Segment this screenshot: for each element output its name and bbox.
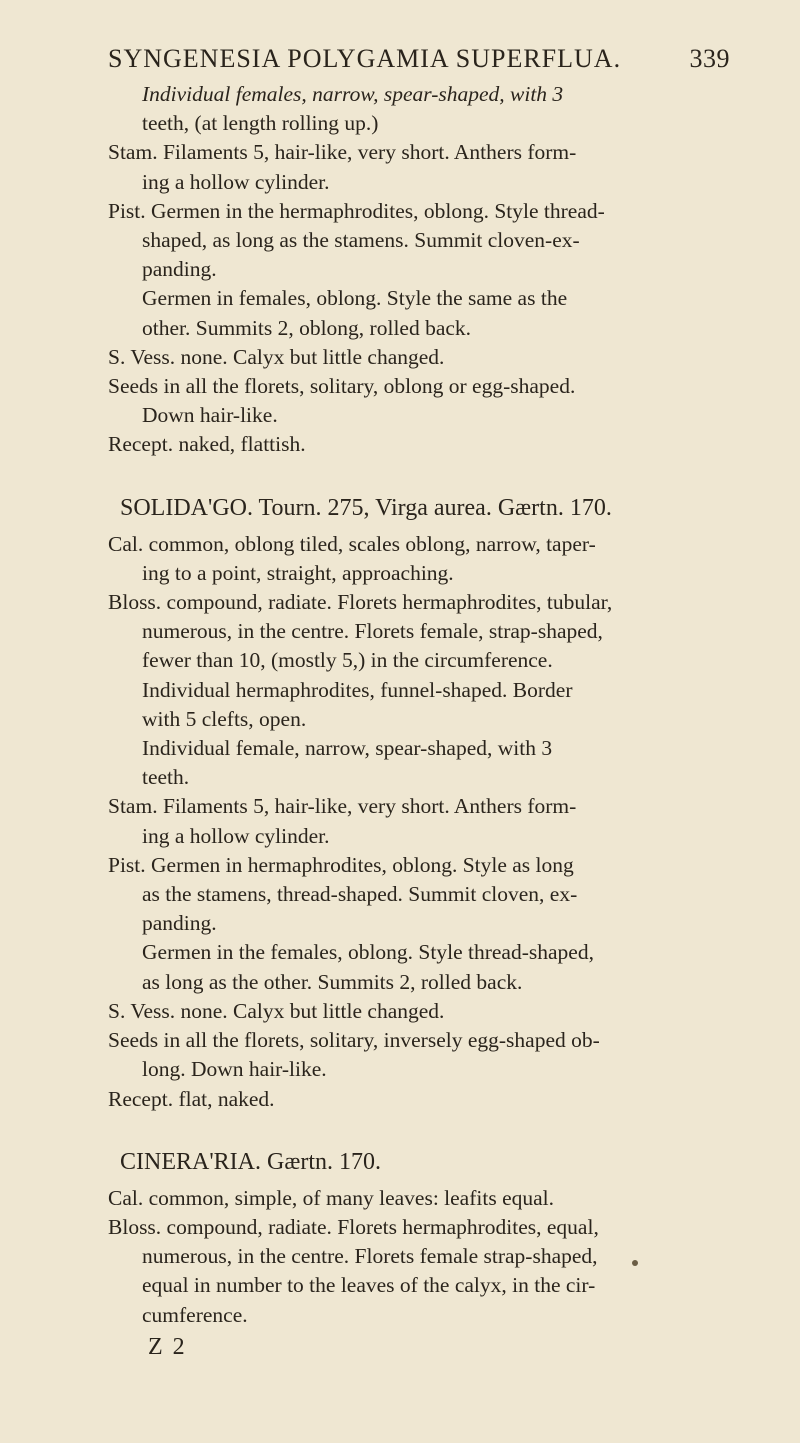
text-line: ing a hollow cylinder. xyxy=(142,169,330,194)
genus-heading-solidago: SOLIDA'GO. Tourn. 275, Virga aurea. Gærtn. 170. xyxy=(120,494,612,521)
text-line: Down hair-like. xyxy=(142,403,278,428)
text-line: Germen in the females, oblong. Style thread-shaped, xyxy=(142,940,594,965)
genus-heading-cineraria: CINERA'RIA. Gærtn. 170. xyxy=(120,1148,381,1175)
text-line: cumference. xyxy=(142,1302,248,1327)
text-line: panding. xyxy=(142,257,217,282)
page-number: 339 xyxy=(689,44,730,73)
text-line: Cal. common, simple, of many leaves: leafits equal. xyxy=(108,1185,555,1210)
text-line: Germen in females, oblong. Style the same as the xyxy=(142,286,568,311)
running-title: SYNGENESIA POLYGAMIA SUPERFLUA. xyxy=(108,44,622,73)
text-block-3 xyxy=(108,1184,730,1330)
text-line: panding. xyxy=(142,911,217,936)
text-line: S. Vess. none. Calyx but little changed. xyxy=(108,998,445,1023)
running-header xyxy=(108,44,730,74)
text-line: Bloss. compound, radiate. Florets hermaphrodites, tubular, xyxy=(108,590,613,615)
text-line: Pist. Germen in hermaphrodites, oblong. Style as long xyxy=(108,852,574,877)
text-line: S. Vess. none. Calyx but little changed. xyxy=(108,344,445,369)
text-line: ing to a point, straight, approaching. xyxy=(142,560,454,585)
text-line: with 5 clefts, open. xyxy=(142,706,307,731)
text-line: fewer than 10, (mostly 5,) in the circumference. xyxy=(142,648,553,673)
text-line: Individual hermaphrodites, funnel-shaped. Border xyxy=(142,677,573,702)
text-line: as the stamens, thread-shaped. Summit cloven, ex- xyxy=(142,882,578,907)
text-line: long. Down hair-like. xyxy=(142,1057,327,1082)
text-line: shaped, as long as the stamens. Summit cloven-ex- xyxy=(142,228,580,253)
text-line: Individual females, narrow, spear-shaped, with 3 xyxy=(142,82,564,106)
text-line: Stam. Filaments 5, hair-like, very short. Anthers form- xyxy=(108,794,577,819)
text-block-2 xyxy=(108,530,730,1114)
text-line: Cal. common, oblong tiled, scales oblong, narrow, taper- xyxy=(108,531,596,556)
text-line: Recept. naked, flattish. xyxy=(108,432,306,457)
text-line: ing a hollow cylinder. xyxy=(142,823,330,848)
text-line: Stam. Filaments 5, hair-like, very short. Anthers form- xyxy=(108,140,577,165)
text-line: numerous, in the centre. Florets female, strap-shaped, xyxy=(142,619,603,644)
text-line: teeth. xyxy=(142,765,190,790)
ink-speck xyxy=(632,1260,638,1266)
text-line: Individual female, narrow, spear-shaped, with 3 xyxy=(142,736,553,761)
text-line: numerous, in the centre. Florets female strap-shaped, xyxy=(142,1244,598,1269)
text-line: Bloss. compound, radiate. Florets hermaphrodites, equal, xyxy=(108,1214,599,1239)
text-line: as long as the other. Summits 2, rolled back. xyxy=(142,969,523,994)
text-line: Seeds in all the florets, solitary, oblong or egg-shaped. xyxy=(108,374,576,399)
text-line: Seeds in all the florets, solitary, inversely egg-shaped ob- xyxy=(108,1028,600,1053)
text-block-1 xyxy=(108,80,730,460)
text-line: Pist. Germen in the hermaphrodites, oblong. Style thread- xyxy=(108,198,605,223)
text-line: other. Summits 2, oblong, rolled back. xyxy=(142,315,472,340)
text-line: Recept. flat, naked. xyxy=(108,1086,275,1111)
text-line: teeth, (at length rolling up.) xyxy=(142,111,379,136)
signature-mark: Z 2 xyxy=(148,1333,187,1360)
text-line: equal in number to the leaves of the calyx, in the cir- xyxy=(142,1273,596,1298)
